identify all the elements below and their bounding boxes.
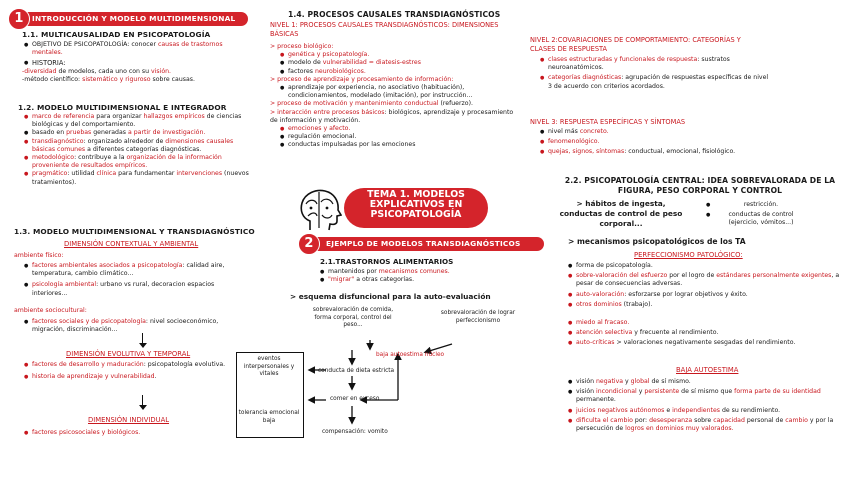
section-2-number: 2	[298, 233, 320, 255]
dificulta-item: ● dificulta el cambio por: desesperanza sobre capacidad personal de cambio y por la persecución de logros en dominios muy valorados.	[576, 417, 842, 433]
section-2-title: EJEMPLO DE MODELOS TRANSDIAGNÓSTICOS	[326, 239, 521, 248]
perfeccionismo-list	[566, 262, 842, 348]
section-1-pill	[10, 12, 248, 26]
transdiagnostico-item: ● transdiagnóstico: organizado alrededor de dimensiones causales básicas comunes a diferentes categorías diagnósticas.	[32, 138, 250, 154]
nivel-2-heading: NIVEL 2:COVARIACIONES DE COMPORTAMIENTO: CATEGORÍAS Y CLASES DE RESPUESTA	[530, 36, 741, 53]
objetivo-item: ● OBJETIVO DE PSICOPATOLOGÍA: conocer causas de trastornos mentales.	[32, 41, 247, 57]
genetica-item: ● genética y psicopatología.	[288, 51, 520, 59]
baja-autoestima-heading: BAJA AUTOESTIMA	[676, 366, 739, 374]
restriccion-item: ● restricción.	[714, 201, 808, 209]
mecanismos-heading: > mecanismos psicopatológicos de los TA	[568, 237, 746, 246]
heading-2-1: 2.1.TRASTORNOS ALIMENTARIOS	[320, 257, 454, 266]
atencion-item: ● atención selectiva y frecuente al rendimiento.	[576, 329, 842, 337]
juicios-item: ● juicios negativos autónomos e independientes de su rendimiento.	[576, 407, 842, 415]
historia-item: ● HISTORIA:	[32, 59, 247, 68]
aprendizaje-item: ● aprendizaje por experiencia, no asociativo (habituación), condicionamientos, modelado (imitación), por instrucción...	[288, 84, 520, 100]
section-1-number: 1	[8, 8, 30, 30]
habitos-list	[704, 201, 808, 228]
heading-2-2: 2.2. PSICOPATOLOGÍA CENTRAL: IDEA SOBREVALORADA DE LA FIGURA, PESO CORPORAL Y CONTROL	[564, 176, 836, 196]
diversidad-line: -diversidad de modelos, cada uno con su visión.	[22, 68, 172, 76]
head-profile-icon	[296, 188, 342, 232]
procesos-block	[270, 43, 520, 149]
nivel-3-heading: NIVEL 3: RESPUESTA ESPECÍFICAS Y SÍNTOMAS	[530, 118, 686, 126]
vision-negativa-item: ● visión negativa y global de sí mismo.	[576, 378, 842, 386]
heading-1-1: 1.1. MULTICAUSALIDAD EN PSICOPATOLOGÍA	[22, 30, 211, 39]
section-2-pill	[300, 237, 544, 251]
factores-desarrollo-item: ● factores de desarrollo y maduración: psicopatología evolutiva.	[32, 361, 248, 369]
habitos-node: > hábitos de ingesta, conductas de control de peso corporal...	[559, 199, 683, 228]
tolerancia-node: tolerancia emocional baja	[238, 410, 300, 424]
baja-autoestima-list	[566, 378, 842, 433]
clases-item: ● clases estructuradas y funcionales de respuesta: sustratos neuroanatómicos.	[548, 56, 770, 72]
sobrevaloracion-comida-node: sobrevaloración de comida, forma corporal, control del peso...	[312, 307, 394, 329]
migrar-item: ● "migrar" a otras categorías.	[328, 276, 516, 284]
trastornos-list	[316, 268, 516, 284]
dieta-estricta-node: conducta de dieta estricta	[318, 368, 395, 374]
dimension-individual-heading: DIMENSIÓN INDIVIDUAL	[88, 416, 170, 424]
perfeccionismo-heading: PERFECCIONISMO PATOLÓGICO:	[634, 251, 743, 259]
dimension-evolutiva-list	[22, 361, 248, 381]
pragmatico-item: ● pragmático: utilidad clínica para fundamentar intervenciones (nuevos tratamientos).	[32, 170, 250, 186]
nivel-1-heading: NIVEL 1: PROCESOS CAUSALES TRANSDIAGNÓSTICOS: DIMENSIONES BÁSICAS	[270, 21, 499, 38]
heading-1-3: 1.3. MODELO MULTIDIMENSIONAL Y TRANSDIAGNÓSTICO	[14, 227, 255, 236]
esquema-heading: > esquema disfuncional para la auto-evaluación	[290, 292, 491, 301]
sobrevaloracion-lograr-node: sobrevaloración de lograr perfeccionismo	[440, 310, 516, 324]
forma-item: ● forma de psicopatología.	[576, 262, 842, 270]
neurobiologicos-item: ● factores neurobiológicos.	[288, 68, 520, 76]
regulacion-item: ● regulación emocional.	[288, 133, 520, 141]
psicologia-ambiental-item: ● psicología ambiental: urbano vs rural, decoracion espacios interiores...	[32, 281, 248, 297]
baja-autoestima-node: baja autoestima núcleo	[376, 352, 445, 358]
modelo-integrador-list	[22, 113, 250, 187]
ambiente-fisico-label: ambiente físico:	[14, 252, 64, 259]
arrow-down-2-head	[139, 405, 147, 410]
proceso-aprendizaje-label: > proceso de aprendizaje y procesamiento de información:	[270, 75, 454, 83]
interaccion-line: > interacción entre procesos básicos: biológicos, aprendizaje y procesamiento de información y motivación.	[270, 108, 514, 124]
vision-incondicional-item: ● visión incondicional y persistente de sí mismo que forma parte de su identidad permanente.	[576, 388, 842, 404]
compensacion-node: compensación: vomito	[322, 429, 388, 435]
conductas-control-item: ● conductas de control (ejercicio, vómitos...)	[714, 211, 808, 227]
sobre-valoracion-item: ● sobre-valoración del esfuerzo por el logro de estándares personalmente exigentes, a pesar de consecuencias adversas.	[576, 272, 842, 288]
factores-psicosociales-item: ● factores psicosociales y biológicos.	[32, 429, 248, 437]
factores-sociales-item: ● factores sociales y de psicopatología: nivel socioeconómico, migración, discriminación...	[32, 318, 248, 334]
ambiente-sociocultural-label: ambiente sociocultural:	[14, 307, 87, 314]
nivel-3-list	[538, 128, 770, 157]
basado-item: ● basado en pruebas generadas a partir de investigación.	[32, 129, 250, 137]
mantenidos-item: ● mantenidos por mecanismos comunes.	[328, 268, 516, 276]
comer-exceso-node: comer en exceso	[330, 396, 380, 402]
auto-valoracion-item: ● auto-valoración: esforzarse por lograr objetivos y éxito.	[576, 291, 842, 299]
categorias-item: ● categorías diagnósticas: agrupación de respuestas específicas de nivel 3 de acuerdo con criterios acordados.	[548, 74, 770, 90]
marco-item: ● marco de referencia para organizar hallazgos empíricos de ciencias biológicas y del comportamiento.	[32, 113, 250, 129]
proceso-biologico-label: > proceso biológico:	[270, 43, 334, 50]
historia-aprendizaje-item: ● historia de aprendizaje y vulnerabilidad.	[32, 373, 248, 381]
section-1-title: INTRODUCCIÓN Y MODELO MULTIDIMENSIONAL	[32, 14, 236, 23]
factores-ambientales-item: ● factores ambientales asociados a psicopatología: calidad aire, temperatura, cambio climático...	[32, 262, 248, 278]
nivel-2-list	[538, 56, 770, 91]
ambiente-sociocultural-list	[22, 318, 248, 334]
quejas-item: ● quejas, signos, síntomas: conductual, emocional, fisiológico.	[548, 148, 770, 156]
fenomenologico-item: ● fenomenológico.	[548, 138, 770, 146]
dimension-evolutiva-heading: DIMENSIÓN EVOLUTIVA Y TEMPORAL	[66, 350, 191, 358]
heading-1-2: 1.2. MODELO MULTIDIMENSIONAL E INTEGRADOR	[18, 103, 227, 112]
tema-title: TEMA 1. MODELOS EXPLICATIVOS EN PSICOPATOLOGÍA	[367, 189, 465, 221]
heading-1-4: 1.4. PROCESOS CAUSALES TRANSDIAGNÓSTICOS	[288, 10, 501, 19]
metodologico-item: ● metodológico: contribuye a la organización de la información proveniente de resultados empíricos.	[32, 154, 250, 170]
dimension-individual-list	[22, 429, 248, 437]
vulnerabilidad-item: ● modelo de vulnerabilidad = diatesis-estres	[288, 59, 520, 67]
concreto-item: ● nivel más concreto.	[548, 128, 770, 136]
objetivo-block	[22, 41, 247, 84]
miedo-item: ● miedo al fracaso.	[576, 319, 842, 327]
otros-dominios-item: ● otros dominios (trabajo).	[576, 301, 842, 309]
emociones-item: ● emociones y afecto.	[288, 125, 520, 133]
ambiente-fisico-list	[22, 262, 248, 298]
proceso-motivacion-line: > proceso de motivación y mantenimiento conductual (refuerzo).	[270, 100, 473, 108]
conductas-item: ● conductas impulsadas por las emociones	[288, 141, 520, 149]
auto-criticas-item: ● auto-críticas > valoraciones negativamente sesgadas del rendimiento.	[576, 339, 842, 347]
dimension-contextual-heading: DIMENSIÓN CONTEXTUAL Y AMBIENTAL	[64, 240, 199, 248]
arrow-down-1-head	[139, 343, 147, 348]
metodo-line: -método científico: sistemático y riguroso sobre causas.	[22, 76, 195, 84]
eventos-node: eventos interpersonales y vitales	[243, 356, 295, 378]
